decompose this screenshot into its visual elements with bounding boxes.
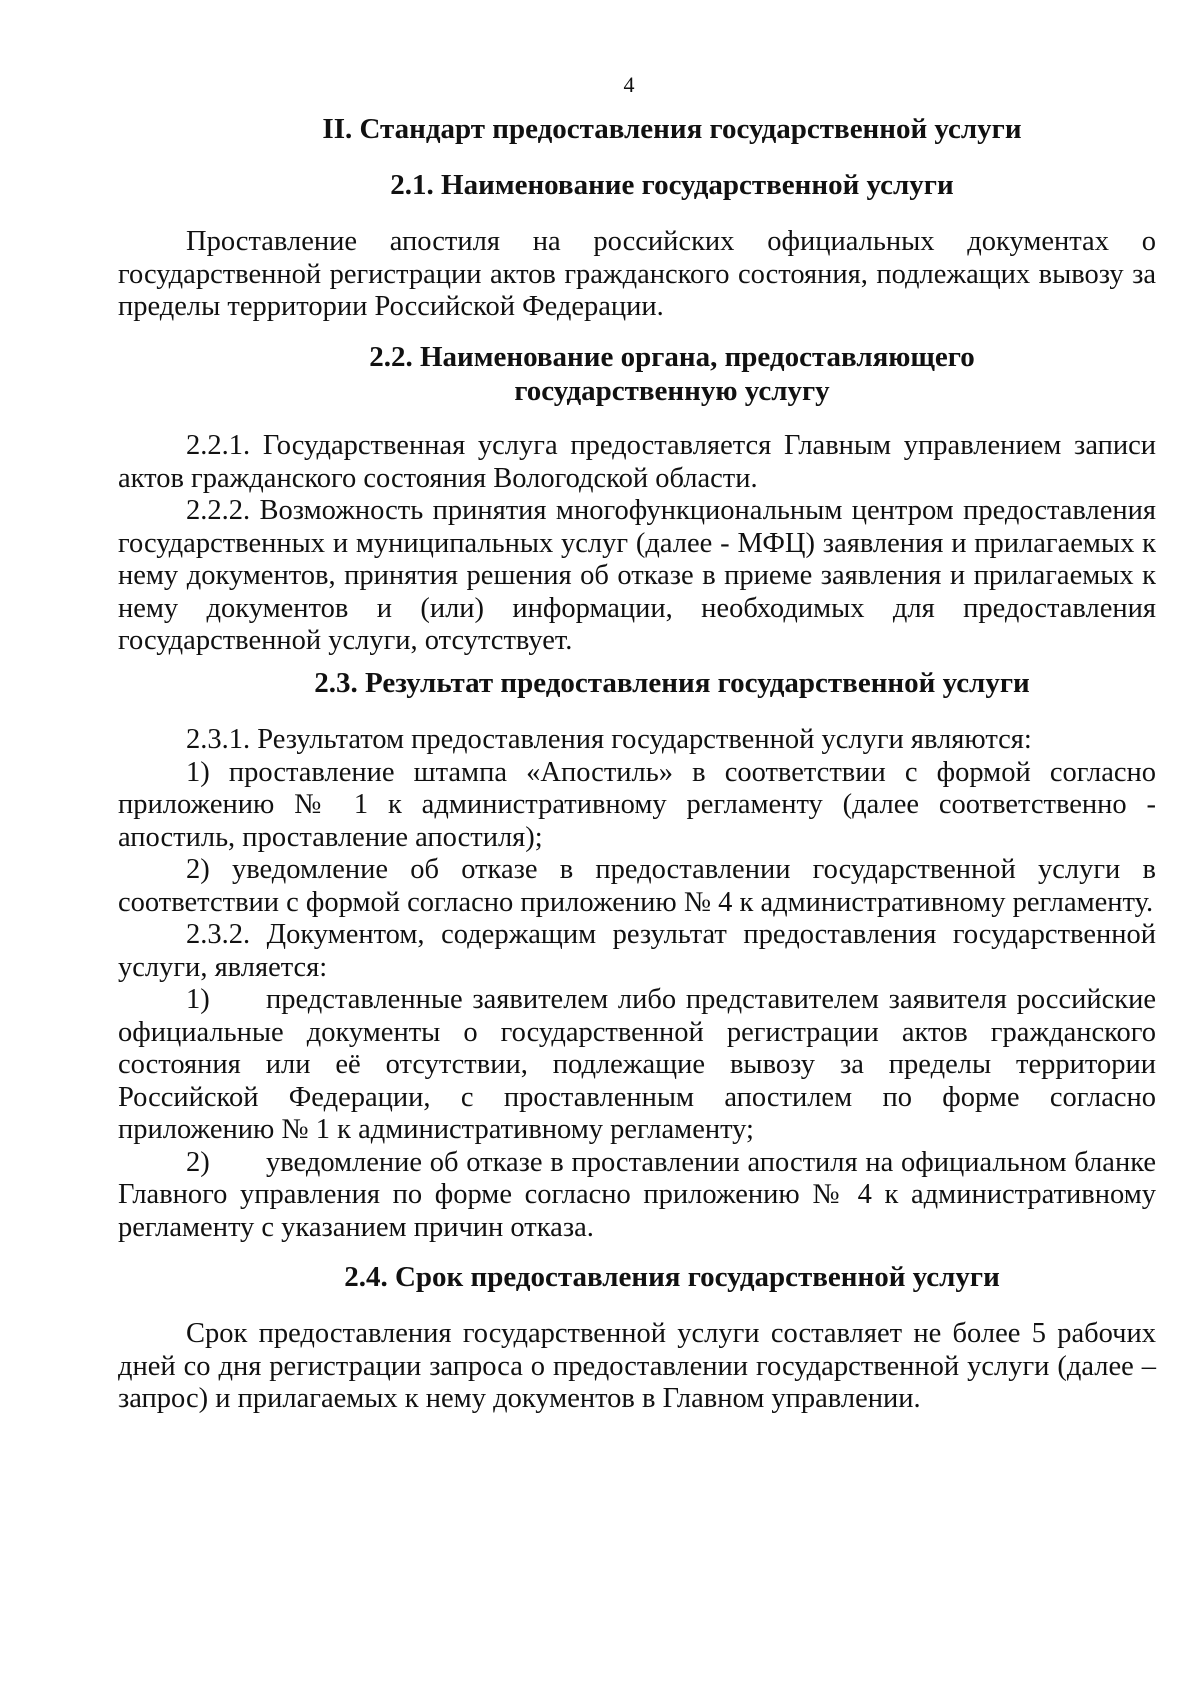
paragraph-2-2-1: 2.2.1. Государственная услуга предоставляется Главным управлением записи актов гражданского состояния Вологодской области.	[118, 430, 1156, 494]
paragraph-2-2-2: 2.2.2. Возможность принятия многофункциональным центром предоставления государственных и муниципальных услуг (далее - МФЦ) заявления и прилагаемых к нему документов, принятия решения об отказе в приеме заявления и прилагаемых к нему документов и (или) информации, необходимых для предоставления государственной услуги, отсутствует.	[118, 495, 1156, 656]
heading-2-3: 2.3. Результат предоставления государственной услуги	[314, 667, 1030, 699]
item1-number: 1)	[186, 984, 210, 1015]
section-2-2-body	[118, 430, 1156, 658]
paragraph-2-3-1: 2.3.1. Результатом предоставления государственной услуги являются:	[186, 724, 1032, 755]
item1-text: представленные заявителем либо представителем заявителя российские официальные документы о государственной регистрации актов гражданского состояния или её отсутствии, подлежащие вывозу за пределы территории Российской Федерации, с проставленным апостилем по форме согласно приложению № 1 к административному регламенту;	[118, 984, 1156, 1145]
heading-2-2-line1: 2.2. Наименование органа, предоставляющего	[369, 341, 975, 373]
item2-text: уведомление об отказе в проставлении апостиля на официальном бланке Главного управления по форме согласно приложению № 4 к административному регламенту с указанием причин отказа.	[118, 1146, 1156, 1243]
paragraph-2-3-1-item2: 2) уведомление об отказе в предоставлении государственной услуги в соответствии с формой согласно приложению № 4 к административному регламенту.	[118, 854, 1156, 918]
heading-2-4: 2.4. Срок предоставления государственной услуги	[344, 1261, 1000, 1293]
section-2-3-body	[118, 724, 1156, 1244]
heading-2-2	[0, 340, 1200, 408]
paragraph-2-3-1-item1: 1) проставление штампа «Апостиль» в соответствии с формой согласно приложению № 1 к административному регламенту (далее соответственно - апостиль, проставление апостиля);	[118, 756, 1156, 853]
section-title: II. Стандарт предоставления государственной услуги	[322, 113, 1022, 145]
paragraph-2-3-2-item2	[118, 1147, 1156, 1245]
heading-2-1: 2.1. Наименование государственной услуги	[390, 169, 954, 201]
heading-2-2-line2: государственную услугу	[514, 375, 830, 407]
item2-number: 2)	[186, 1146, 210, 1178]
paragraph-2-3-2: 2.3.2. Документом, содержащим результат предоставления государственной услуги, является:	[118, 919, 1156, 983]
page-number: 4	[623, 72, 635, 97]
paragraph-2-3-2-item1	[118, 984, 1156, 1147]
paragraph-2-1: Проставление апостиля на российских официальных документах о государственной регистрации актов гражданского состояния, подлежащих вывозу за пределы территории Российской Федерации.	[118, 226, 1156, 322]
paragraph-2-4: Срок предоставления государственной услуги составляет не более 5 рабочих дней со дня регистрации запроса о предоставлении государственной услуги (далее – запрос) и прилагаемых к нему документов в Главном управлении.	[118, 1318, 1156, 1414]
